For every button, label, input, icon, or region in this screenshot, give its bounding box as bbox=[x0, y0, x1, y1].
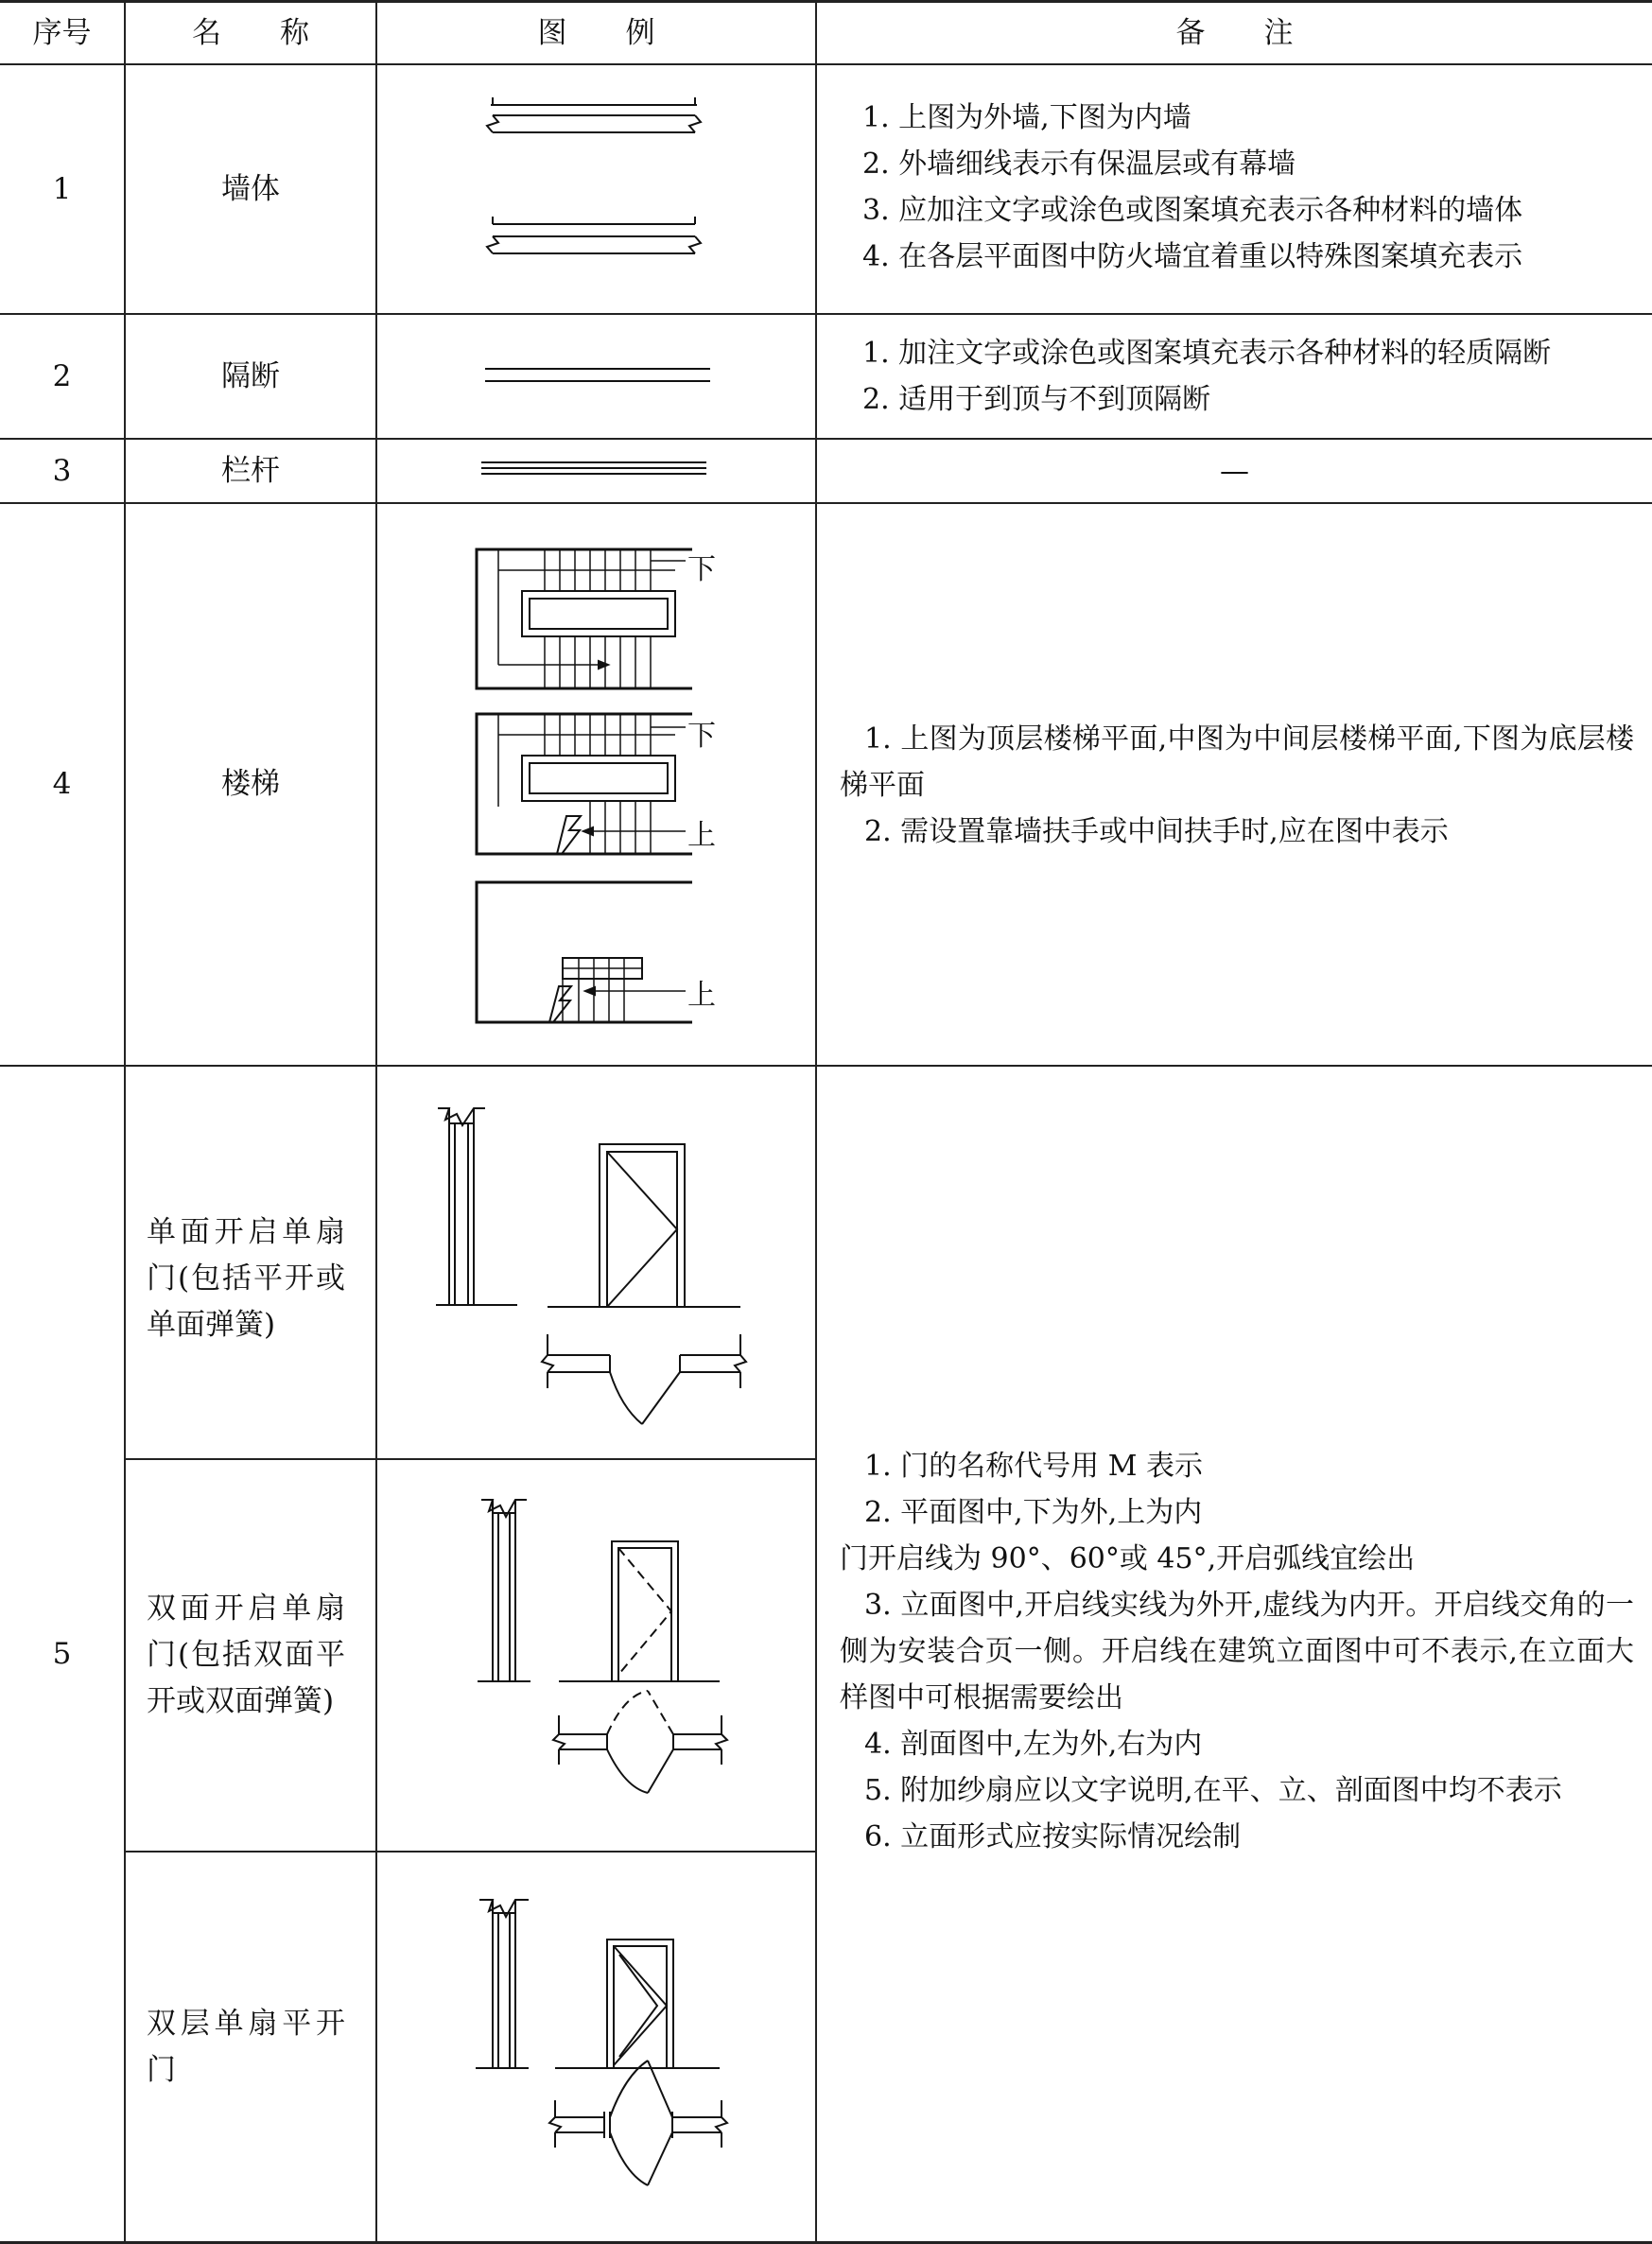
row-name: 墙体 bbox=[221, 171, 280, 206]
single-swing-door-symbol bbox=[377, 1067, 815, 1458]
note-line: 3. 立面图中,开启线实线为外开,虚线为内开。开启线交角的一侧为安装合页一侧。开启线在建筑立面图中可不表示,在立面大样图中可根据需要绘出 bbox=[840, 1589, 1634, 1714]
note-line: 6. 立面形式应按实际情况绘制 bbox=[864, 1820, 1242, 1853]
row-notes: — bbox=[1220, 453, 1249, 488]
note-line: 2. 平面图中,下为外,上为内 bbox=[864, 1496, 1203, 1529]
row-name bbox=[126, 1460, 375, 1851]
stair-label-up: 上 bbox=[687, 819, 716, 852]
note-line: 3. 应加注文字或涂色或图案填充表示各种材料的墙体 bbox=[862, 194, 1523, 227]
stair-label-down: 下 bbox=[687, 720, 716, 753]
row-notes bbox=[840, 1443, 1634, 1860]
partition-symbol bbox=[377, 315, 815, 438]
row-name: 隔断 bbox=[221, 358, 280, 393]
row-number: 1 bbox=[52, 171, 72, 206]
row-number: 5 bbox=[52, 1636, 72, 1671]
door-type-name: 双面开启单扇门(包括双面平开或双面弹簧) bbox=[147, 1592, 345, 1718]
door-type-name: 单面开启单扇门(包括平开或单面弹簧) bbox=[147, 1214, 345, 1342]
header-no: 序号 bbox=[32, 15, 92, 50]
note-line: 4. 在各层平面图中防火墙宜着重以特殊图案填充表示 bbox=[862, 240, 1523, 273]
wall-symbol bbox=[377, 65, 815, 313]
row-name bbox=[126, 1853, 375, 2241]
row-number: 4 bbox=[52, 767, 72, 801]
note-line: 2. 外墙细线表示有保温层或有幕墙 bbox=[862, 148, 1296, 181]
door-type-name: 双层单扇平开门 bbox=[147, 2006, 345, 2087]
header-name: 名 称 bbox=[192, 15, 309, 50]
railing-symbol bbox=[377, 440, 815, 502]
stair-label-down: 下 bbox=[687, 553, 716, 586]
row-name: 楼梯 bbox=[221, 767, 280, 801]
note-line: 1. 上图为顶层楼梯平面,中图为中间层楼梯平面,下图为底层楼梯平面 bbox=[840, 722, 1634, 802]
note-line: 2. 适用于到顶与不到顶隔断 bbox=[862, 383, 1211, 416]
header-legend: 图 例 bbox=[537, 15, 655, 50]
note-line: 4. 剖面图中,左为外,右为内 bbox=[864, 1728, 1203, 1761]
row-name bbox=[126, 1067, 375, 1458]
row-number: 2 bbox=[52, 358, 72, 393]
row-notes bbox=[840, 716, 1634, 855]
stair-label-up: 上 bbox=[687, 979, 716, 1012]
stair-symbol bbox=[377, 504, 815, 1065]
note-line: 1. 加注文字或涂色或图案填充表示各种材料的轻质隔断 bbox=[862, 337, 1552, 370]
double-swing-door-symbol bbox=[377, 1460, 815, 1851]
note-line: 1. 门的名称代号用 M 表示 bbox=[864, 1450, 1203, 1483]
row-notes bbox=[842, 95, 1522, 280]
row-name: 栏杆 bbox=[221, 453, 280, 488]
double-layer-door-symbol bbox=[377, 1853, 815, 2241]
note-line: 1. 上图为外墙,下图为内墙 bbox=[862, 101, 1191, 134]
note-line: 门开启线为 90°、60°或 45°,开启弧线宜绘出 bbox=[840, 1542, 1416, 1575]
row-notes bbox=[842, 330, 1551, 423]
note-line: 5. 附加纱扇应以文字说明,在平、立、剖面图中均不表示 bbox=[864, 1774, 1562, 1807]
header-notes: 备 注 bbox=[1175, 15, 1294, 50]
note-line: 2. 需设置靠墙扶手或中间扶手时,应在图中表示 bbox=[864, 815, 1449, 848]
row-number: 3 bbox=[52, 453, 72, 488]
